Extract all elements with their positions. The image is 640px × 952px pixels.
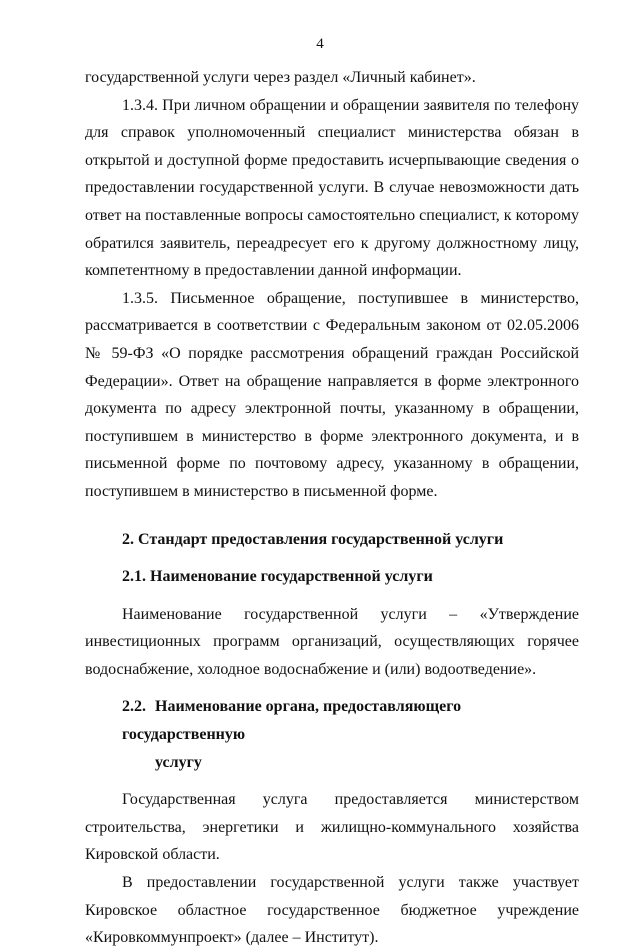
section-2-heading: 2. Стандарт предоставления государственной услуги xyxy=(122,530,504,548)
section-2-1-heading: 2.1. Наименование государственной услуги xyxy=(122,568,433,586)
paragraph-2-2-b: В предоставлении государственной услуги также участвует Кировское областное государственное бюджетное учреждение «Кировкоммунпроект» (далее – Институт). xyxy=(85,874,579,947)
paragraph-2-1: Наименование государственной услуги – «Утверждение инвестиционных программ организаций, осуществляющих горячее водоснабжение, холодное водоснабжение и (или) водоотведение». xyxy=(85,605,579,678)
section-2-2-heading xyxy=(85,693,579,776)
paragraph-2-2-a: Государственная услуга предоставляется министерством строительства, энергетики и жилищно-коммунального хозяйства Кировской области. xyxy=(85,791,579,864)
section-2-2-heading-line1: Наименование органа, предоставляющего государственную xyxy=(122,698,462,744)
paragraph-continuation: государственной услуги через раздел «Личный кабинет». xyxy=(85,69,476,86)
section-2-2-number: 2.2. xyxy=(122,698,146,716)
paragraph-1-3-5: 1.3.5. Письменное обращение, поступившее в министерство, рассматривается в соответствии с Федеральным законом от 02.05.2006 № 59-ФЗ «О порядке рассмотрения обращений граждан Российской Федерации». Ответ на обращение направляется в форме электронного документа по адресу электронной почты, указанному в обращении, поступившем в министерство в форме электронного документа, и в письменной форме по почтовому адресу, указанному в обращении, поступившем в министерство в письменной форме. xyxy=(85,289,579,500)
page-number: 4 xyxy=(316,36,324,52)
paragraph-1-3-4: 1.3.4. При личном обращении и обращении заявителя по телефону для справок уполномоченный специалист министерства обязан в открытой и доступной форме предоставить исчерпывающие сведения о предоставлении государственной услуги. В случае невозможности дать ответ на поставленные вопросы самостоятельно специалист, к которому обратился заявитель, переадресует его к другому должностному лицу, компетентному в предоставлении данной информации. xyxy=(85,96,579,280)
document-body xyxy=(85,64,579,952)
section-2-2-heading-line2: услугу xyxy=(155,753,202,771)
